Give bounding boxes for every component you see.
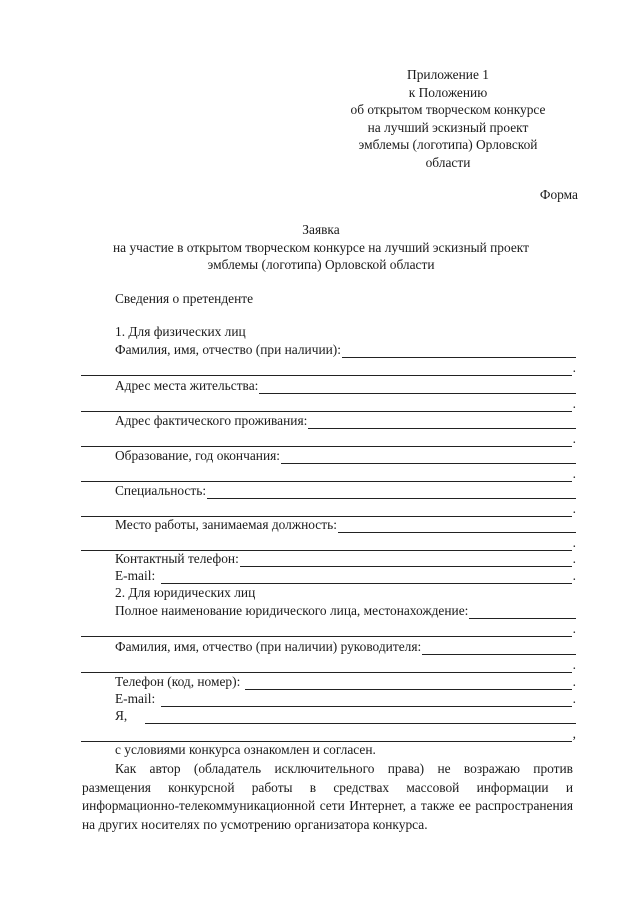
specialty-line[interactable] xyxy=(207,485,576,499)
address-label: Адрес места жительства: xyxy=(115,378,259,393)
full-name-field[interactable] xyxy=(115,340,576,358)
agreed-text: с условиями конкурса ознакомлен и согласен. xyxy=(115,742,376,757)
education-line-2[interactable] xyxy=(81,468,572,482)
actual-address-line-2[interactable] xyxy=(81,433,572,447)
head-name-line-2[interactable] xyxy=(81,659,572,673)
annex-line: к Положению xyxy=(408,84,488,100)
form-label: Форма xyxy=(539,187,578,202)
work-continuation[interactable]: . xyxy=(80,533,576,551)
work-field[interactable] xyxy=(115,515,576,533)
head-name-field[interactable] xyxy=(115,637,576,655)
phone-line[interactable] xyxy=(240,553,572,567)
title-line: эмблемы (логотипа) Орловской области xyxy=(207,257,435,272)
legal-phone-field[interactable]: Телефон (код, номер): . xyxy=(115,674,576,689)
section-heading: Сведения о претенденте xyxy=(115,291,254,306)
actual-address-field[interactable] xyxy=(115,411,576,429)
full-name-continuation[interactable]: . xyxy=(80,358,576,376)
legal-name-field[interactable] xyxy=(115,601,576,619)
address-field[interactable] xyxy=(115,376,576,394)
address-line-2[interactable] xyxy=(81,398,572,412)
declarant-field[interactable] xyxy=(115,706,576,724)
application-title xyxy=(70,221,572,274)
annex-header xyxy=(330,66,566,171)
actual-address-label: Адрес фактического проживания: xyxy=(115,413,308,428)
phone-label: Контактный телефон: xyxy=(115,551,239,566)
annex-line: об открытом творческом конкурсе xyxy=(350,102,546,117)
legal-email-field[interactable]: E-mail: . xyxy=(115,691,576,706)
full-name-label: Фамилия, имя, отчество (при наличии): xyxy=(115,342,341,357)
individuals-heading: 1. Для физических лиц xyxy=(115,324,246,339)
annex-line: Приложение 1 xyxy=(407,67,489,82)
legal-phone-line[interactable] xyxy=(245,676,571,690)
legal-heading: 2. Для юридических лиц xyxy=(115,585,256,600)
actual-address-continuation[interactable]: . xyxy=(80,429,576,447)
address-line[interactable] xyxy=(259,380,576,394)
education-line[interactable] xyxy=(281,450,576,464)
education-field[interactable] xyxy=(115,446,576,464)
legal-email-line[interactable] xyxy=(161,693,571,707)
actual-address-line[interactable] xyxy=(308,415,576,429)
legal-name-continuation[interactable]: . xyxy=(80,619,576,637)
education-continuation[interactable]: . xyxy=(80,464,576,482)
declarant-line-2[interactable] xyxy=(81,728,572,742)
head-name-label: Фамилия, имя, отчество (при наличии) руководителя: xyxy=(115,639,422,654)
legal-name-line[interactable] xyxy=(469,605,576,619)
head-name-continuation[interactable]: . xyxy=(80,655,576,673)
work-line[interactable] xyxy=(338,519,576,533)
consent-text: Как автор (обладатель исключительного права) не возражаю против размещения конкурсной работы в средствах массовой информации и информационно-телекоммуникационной сети Интернет, а также ее распространения на других носителях по усмотрению организатора конкурса. xyxy=(82,761,573,832)
annex-line: области xyxy=(425,154,471,170)
email-line[interactable] xyxy=(161,570,571,584)
annex-line: на лучший эскизный проект xyxy=(367,119,529,135)
declarant-continuation[interactable]: , xyxy=(80,724,576,742)
legal-name-line-2[interactable] xyxy=(81,623,572,637)
legal-name-label: Полное наименование юридического лица, местонахождение: xyxy=(115,603,469,618)
legal-phone-label: Телефон (код, номер): xyxy=(115,674,241,689)
email-label: E-mail: xyxy=(115,568,156,583)
education-label: Образование, год окончания: xyxy=(115,448,280,463)
annex-line: эмблемы (логотипа) Орловской xyxy=(358,137,538,152)
address-continuation[interactable]: . xyxy=(80,394,576,412)
specialty-continuation[interactable]: . xyxy=(80,499,576,517)
work-label: Место работы, занимаемая должность: xyxy=(115,517,337,532)
head-name-line[interactable] xyxy=(422,641,576,655)
title-line: Заявка xyxy=(302,222,340,237)
declarant-line[interactable] xyxy=(145,710,576,724)
phone-field[interactable]: Контактный телефон: . xyxy=(115,551,576,566)
specialty-field[interactable] xyxy=(115,481,576,499)
specialty-label: Специальность: xyxy=(115,483,207,498)
full-name-line[interactable] xyxy=(342,344,576,358)
email-field[interactable]: E-mail: . xyxy=(115,568,576,583)
legal-email-label: E-mail: xyxy=(115,691,156,706)
full-name-line-2[interactable] xyxy=(81,362,572,376)
declarant-label: Я, xyxy=(115,708,128,723)
title-line: на участие в открытом творческом конкурсе на лучший эскизный проект xyxy=(113,239,529,255)
consent-paragraph xyxy=(82,760,573,834)
